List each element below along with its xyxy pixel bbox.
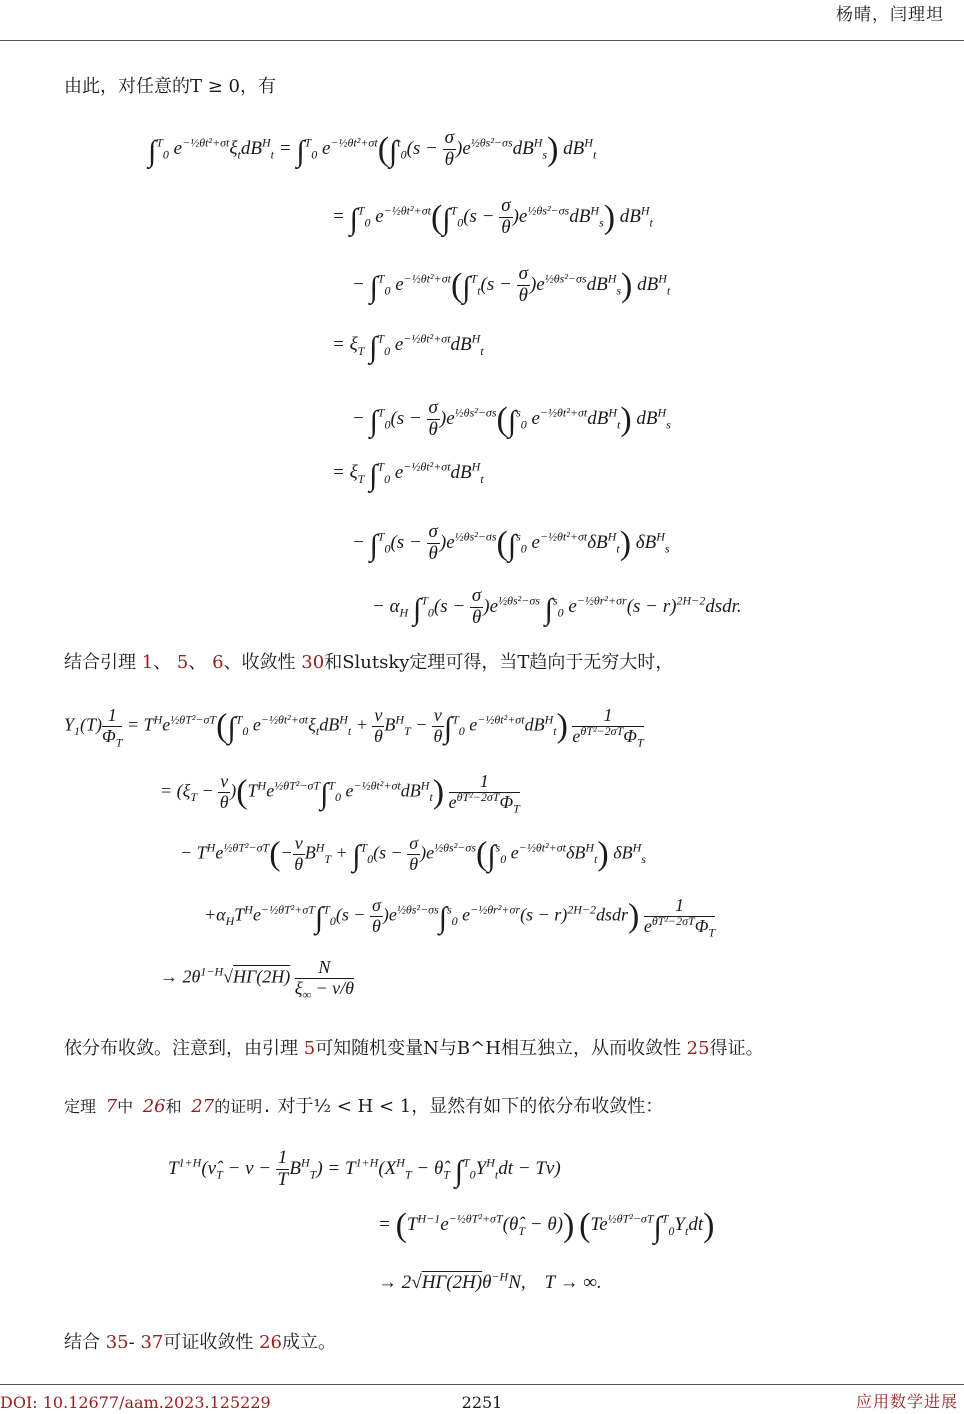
paragraph-combine-lemmas: 结合引理 1、 5、 6、收敛性 30和Slutsky定理可得，当T趋向于无穷大时， [64,652,674,673]
eq2-line4: $+\alpha_HT^He^{-\frac{1}{2}\theta T^2+\sigma T}\int^T_0(s$ − $\frac{\sigma}{\theta}$ )$e^{\frac{1}{2}\theta s^2-\sigma s}\int^s_0$ $e^{-\frac{1}{2}\theta r^2+\sigma r}(s$ − $r)^{2H-2}dsdr$) $\frac{1}{e^{\theta T^2-2\sigma T}\Phi_T}$ [204,895,716,940]
eq-35-link[interactable]: 35 [105,1332,129,1353]
paragraph-theorem-7-proof: 定理 7中 26和 27的证明. 对于½ < H < 1，显然有如下的依分布收敛性： [64,1096,664,1117]
running-header: 杨晴，闫理坦 [836,5,944,25]
eq1-line7: − ∫$^T_0$(s − $\frac{\sigma}{\theta}$ )$e^{\frac{1}{2}\theta s^2-\sigma s}(\int^s_0$ $e^{-\frac{1}{2}\theta t^2+\sigma t}\delta B^H_t$) $\delta B^H_s$ [352,521,670,564]
header-rule [0,40,964,41]
eq1-line3: − ∫$^T_0$ $e^{-\frac{1}{2}\theta t^2+\sigma t}(\int^T_t(s$ − $\frac{\sigma}{\theta}$ )$e^{\frac{1}{2}\theta s^2-\sigma s}dB^H_s$) $dB^H_t$ [352,263,671,306]
journal-name-link[interactable]: 应用数学进展 [855,1392,958,1411]
footer-rule [0,1384,964,1385]
eq3-line1: $T^{1+H}(\nû_T - \nu$ − $\frac{1}{T}$ $B^H_T) = T^{1+H}(X^H_T$ − $\thetâ_T$ $\int^T_0Y^H_tdt - T\nu$) [168,1147,561,1190]
lemma-6-link[interactable]: 6 [212,652,224,673]
eq-27-link[interactable]: 27 [191,1096,215,1117]
eq-26-link[interactable]: 26 [142,1096,166,1117]
eq2-line1: $\Upsilon_1(T)$ $\frac{1}{\Phi_T}$ = $T^He^{\frac{1}{2}\theta T^2-\sigma T}(\int^T_0$ $e^{-\frac{1}{2}\theta t^2+\sigma t}\xi_tdB^H_t$ + $\frac{\nu}{\theta}$ $B^H_T$ − $\frac{\nu}{\theta}$ ∫$^T_0$ $e^{-\frac{1}{2}\theta t^2+\sigma t}dB^H_t$) $\frac{1}{e^{\theta T^2-2\sigma T}\Phi_T}$ [64,705,644,750]
eq2-line3: − $T^He^{\frac{1}{2}\theta T^2-\sigma T}(-$ $\frac{\nu}{\theta}$ $B^H_T + \int^T_0(s$ − $\frac{\sigma}{\theta}$ )$e^{\frac{1}{2}\theta s^2-\sigma s}(\int^s_0$ $e^{-\frac{1}{2}\theta t^2+\sigma t}\delta B^H_t$) $\delta B^H_s$ [180,833,646,874]
eq-37-link[interactable]: 37 [140,1332,164,1353]
paragraph-intro: 由此，对任意的T ≥ 0，有 [64,76,276,97]
eq1-line8: − $\alpha_H$ ∫$^T_0$(s − $\frac{\sigma}{\theta}$ )$e^{\frac{1}{2}\theta s^2-\sigma s}$ ∫$^s_0$ $e^{-\frac{1}{2}\theta r^2+\sigma r}(s$ − $r)^{2H-2}dsdr$. [372,585,742,628]
theorem-7-link[interactable]: 7 [105,1096,118,1117]
lemma-5-link-2[interactable]: 5 [303,1038,316,1059]
convergence-30-link[interactable]: 30 [301,652,325,673]
paragraph-conclusion: 结合 35- 37可证收敛性 26成立。 [64,1332,336,1353]
eq1-line4: = $\xi_T$ ∫$^T_0$ $e^{-\frac{1}{2}\theta t^2+\sigma t}dB^H_t$ [332,331,484,364]
eq3-line3: → $2√H\Gamma(2H)\theta^{-H}N$, T → ∞. [378,1269,602,1293]
convergence-25-link[interactable]: 25 [686,1038,710,1059]
eq1-line1: ∫$^T_0$ $e^{-\frac{1}{2}\theta t^2+\sigma t}\xi_tdB^H_t = \int^T_0$ $e^{-\frac{1}{2}\theta t^2+\sigma t}(\int^t_0(s$ − $\frac{\sigma}{\theta}$ )$e^{\frac{1}{2}\theta s^2-\sigma s}dB^H_s$) $dB^H_t$ [148,127,597,170]
eq3-line2: = $(T^{H-1}e^{-\frac{1}{2}\theta T^2+\sigma T}(\thetâ_T - \theta))$ $(Te^{\frac{1}{2}\theta T^2-\sigma T}\int^T_0Y_tdt)$ [378,1207,715,1244]
page-number: 2251 [461,1393,503,1412]
eq2-line5: → $2\theta^{1-H}√H\Gamma(2H)$ $\frac{N}{\xi_\infty - \nu/\theta}$ [160,957,354,1002]
lemma-5-link[interactable]: 5 [176,652,189,673]
eq2-line2: = ($\xi_T$ − $\frac{\nu}{\theta}$ )($T^He^{\frac{1}{2}\theta T^2-\sigma T}\int^T_0$ $e^{-\frac{1}{2}\theta t^2+\sigma t}dB^H_t$) $\frac{1}{e^{\theta T^2-2\sigma T}\Phi_T}$ [160,771,520,816]
convergence-26-link[interactable]: 26 [259,1332,282,1353]
eq1-line6: = $\xi_T$ ∫$^T_0$ $e^{-\frac{1}{2}\theta t^2+\sigma t}dB^H_t$ [332,459,484,492]
eq1-line5: − ∫$^T_0$(s − $\frac{\sigma}{\theta}$ )$e^{\frac{1}{2}\theta s^2-\sigma s}(\int^s_0$ $e^{-\frac{1}{2}\theta t^2+\sigma t}dB^H_t$) $dB^H_s$ [352,397,671,440]
paragraph-convergence-25: 依分布收敛。注意到，由引理 5可知随机变量N与B^H相互独立，从而收敛性 25得证。 [64,1038,764,1059]
eq1-line2: = ∫$^T_0$ $e^{-\frac{1}{2}\theta t^2+\sigma t}(\int^T_0(s$ − $\frac{\sigma}{\theta}$ )$e^{\frac{1}{2}\theta s^2-\sigma s}dB^H_s$) $dB^H_t$ [332,195,653,238]
doi-link[interactable]: DOI: 10.12677/aam.2023.125229 [0,1393,271,1412]
lemma-1-link[interactable]: 1 [141,652,154,673]
